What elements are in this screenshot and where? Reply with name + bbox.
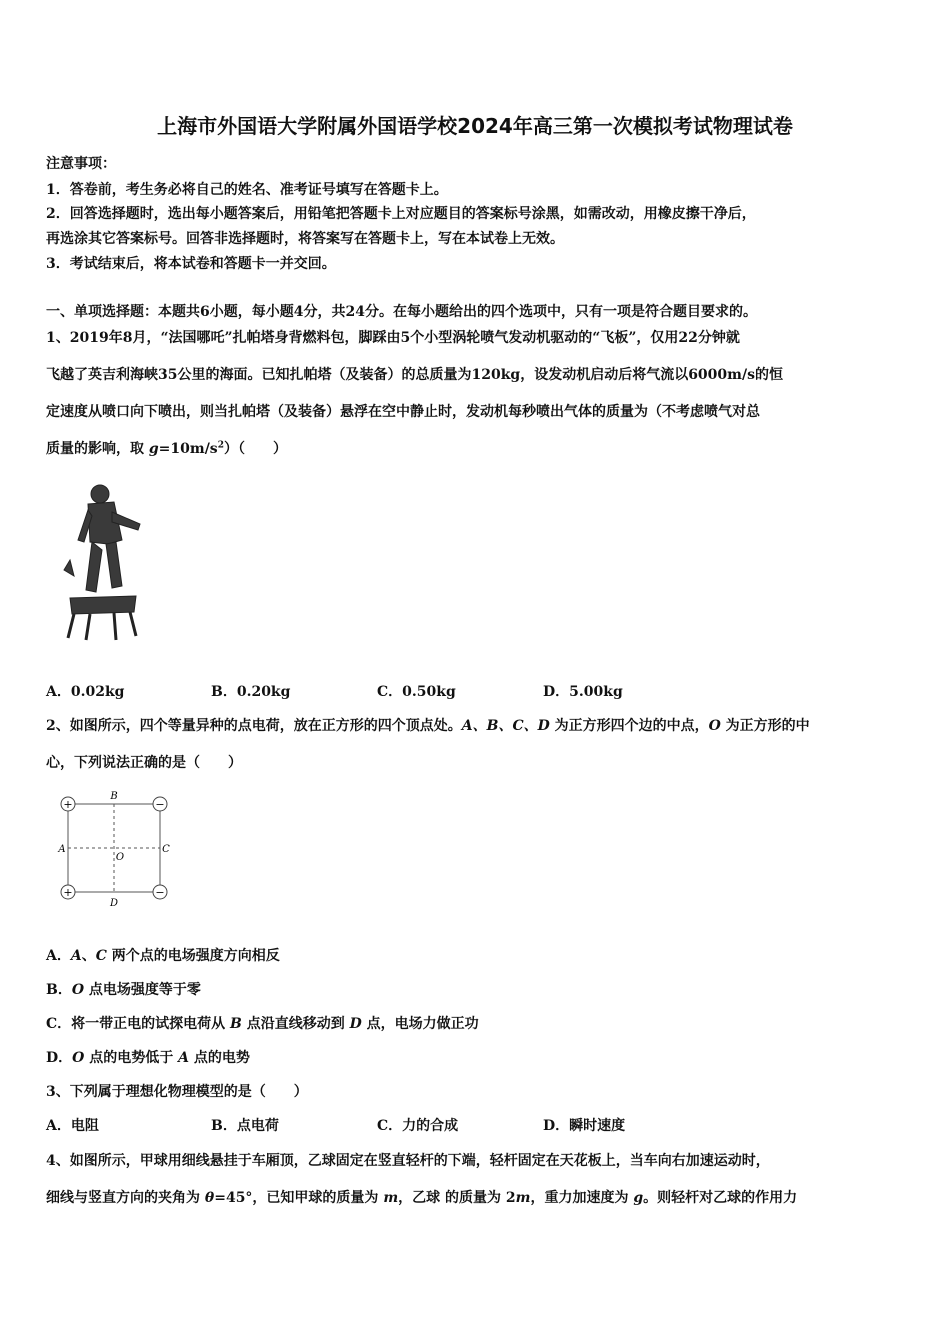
point-label-c: C: [162, 844, 170, 855]
option-var: O: [71, 982, 85, 998]
q4-m-var: m: [383, 1190, 399, 1206]
q1-superscript: 2: [217, 440, 224, 451]
q4-g-var: g: [633, 1190, 644, 1206]
q4-theta-var: θ: [204, 1190, 215, 1206]
q1-stem-line-last: [46, 438, 908, 458]
q1-stem-line: 飞越了英吉利海峡35公里的海面。已知扎帕塔（及装备）的总质量为120kg，设发动机启动后将气流以6000m/s的恒: [46, 367, 783, 383]
q1-option-d[interactable]: D．5.00kg: [543, 684, 623, 700]
charge-plus-bottom-left: [61, 885, 75, 899]
q1-text-end: ）（ ）: [223, 441, 287, 457]
q1-text: 质量的影响，取: [46, 441, 149, 457]
charge-square-figure: [52, 788, 178, 912]
q4-text: ，乙球 的质量为 2: [398, 1190, 516, 1206]
q2-vars: A、B、C、D: [461, 718, 550, 734]
q4-text: =45°，已知甲球的质量为: [214, 1190, 384, 1206]
q3-option-b[interactable]: B．点电荷: [211, 1118, 279, 1134]
option-label: C．将一带正电的试探电荷从: [46, 1016, 231, 1032]
q2-text-mid: 为正方形四个边的中点，: [549, 718, 709, 734]
charge-minus-top-right: [153, 797, 167, 811]
option-var: D: [349, 1016, 362, 1032]
option-var: O: [72, 1050, 85, 1066]
q4-text: ，重力加速度为: [530, 1190, 634, 1206]
q1-g-value: =10m/s: [158, 441, 218, 457]
q1-option-b[interactable]: B．0.20kg: [211, 684, 291, 700]
q4-stem-line-2: [46, 1187, 908, 1207]
charge-sign: −: [155, 886, 165, 899]
option-text: 两个点的电场强度方向相反: [106, 948, 280, 964]
option-sep: 、: [81, 948, 96, 964]
option-text: 点，电场力做正功: [361, 1016, 479, 1032]
notice-heading: 注意事项：: [46, 156, 116, 172]
point-label-d: D: [109, 898, 119, 909]
q1-stem-line: 定速度从喷口向下喷出，则当扎帕塔（及装备）悬浮在空中静止时，发动机每秒喷出气体的质量为（不考虑喷气对总: [46, 404, 760, 420]
charge-sign: +: [63, 886, 73, 899]
q3-stem: 3、下列属于理想化物理模型的是（ ）: [46, 1084, 308, 1100]
charge-sign: −: [155, 798, 165, 811]
q1-stem-line: 1、2019年8月，“法国哪吒”扎帕塔身背燃料包，脚踩由5个小型涡轮喷气发动机驱动的“飞板”，仅用22分钟就: [46, 330, 740, 346]
option-var: C: [95, 948, 107, 964]
option-text: 点的电势低于: [84, 1050, 179, 1066]
option-text: 点沿直线移动到: [241, 1016, 350, 1032]
page-title: 上海市外国语大学附属外国语学校2024年高三第一次模拟考试物理试卷: [157, 114, 793, 138]
q4-m-var: m: [515, 1190, 531, 1206]
q2-option-a[interactable]: [46, 945, 908, 965]
point-label-a: A: [58, 844, 66, 855]
q1-option-a[interactable]: A．0.02kg: [46, 684, 125, 700]
q4-text: 。则轻杆对乙球的作用力: [643, 1190, 798, 1206]
notice-item: 1．答卷前，考生务必将自己的姓名、准考证号填写在答题卡上。: [46, 182, 448, 198]
q2-text: 2、如图所示，四个等量异种的点电荷，放在正方形的四个顶点处。: [46, 718, 462, 734]
notice-item: 3．考试结束后，将本试卷和答题卡一并交回。: [46, 256, 336, 272]
q2-option-c[interactable]: [46, 1013, 908, 1033]
option-var: A: [70, 948, 82, 964]
notice-item: 2．回答选择题时，选出每小题答案后，用铅笔把答题卡上对应题目的答案标号涂黑，如需改动，用橡皮擦干净后，: [46, 206, 756, 222]
point-label-o: O: [115, 852, 125, 863]
charge-sign: +: [63, 798, 73, 811]
flyboard-figure: [50, 480, 160, 648]
q1-option-c[interactable]: C．0.50kg: [377, 684, 456, 700]
option-var: B: [230, 1016, 242, 1032]
q2-option-d[interactable]: [46, 1047, 908, 1067]
charge-minus-bottom-right: [153, 885, 167, 899]
q1-g-var: g: [148, 441, 159, 457]
option-text: 点的电势: [188, 1050, 250, 1066]
option-var: A: [178, 1050, 189, 1066]
option-label: A．: [46, 948, 71, 964]
option-text: 点电场强度等于零: [84, 982, 201, 998]
q2-stem-line: [46, 715, 908, 735]
charge-plus-top-left: [61, 797, 75, 811]
point-label-b: B: [110, 791, 118, 802]
q3-option-a[interactable]: A．电阻: [46, 1118, 99, 1134]
option-label: D．: [46, 1050, 73, 1066]
q4-text: 细线与竖直方向的夹角为: [46, 1190, 205, 1206]
q2-text-end: 为正方形的中: [720, 718, 810, 734]
option-label: B．: [46, 982, 72, 998]
section-heading: 一、单项选择题：本题共6小题，每小题4分，共24分。在每小题给出的四个选项中，只有一项是符合题目要求的。: [46, 304, 757, 320]
q2-option-b[interactable]: [46, 979, 908, 999]
q3-option-c[interactable]: C．力的合成: [377, 1118, 459, 1134]
q4-stem-line: 4、如图所示，甲球用细线悬挂于车厢顶，乙球固定在竖直轻杆的下端，轻杆固定在天花板上，当车向右加速运动时，: [46, 1153, 770, 1169]
notice-item: 再选涂其它答案标号。回答非选择题时，将答案写在答题卡上，写在本试卷上无效。: [46, 231, 564, 247]
q2-stem-line-2: 心，下列说法正确的是（ ）: [46, 755, 242, 771]
q2-o-var: O: [708, 718, 721, 734]
q3-option-d[interactable]: D．瞬时速度: [543, 1118, 626, 1134]
